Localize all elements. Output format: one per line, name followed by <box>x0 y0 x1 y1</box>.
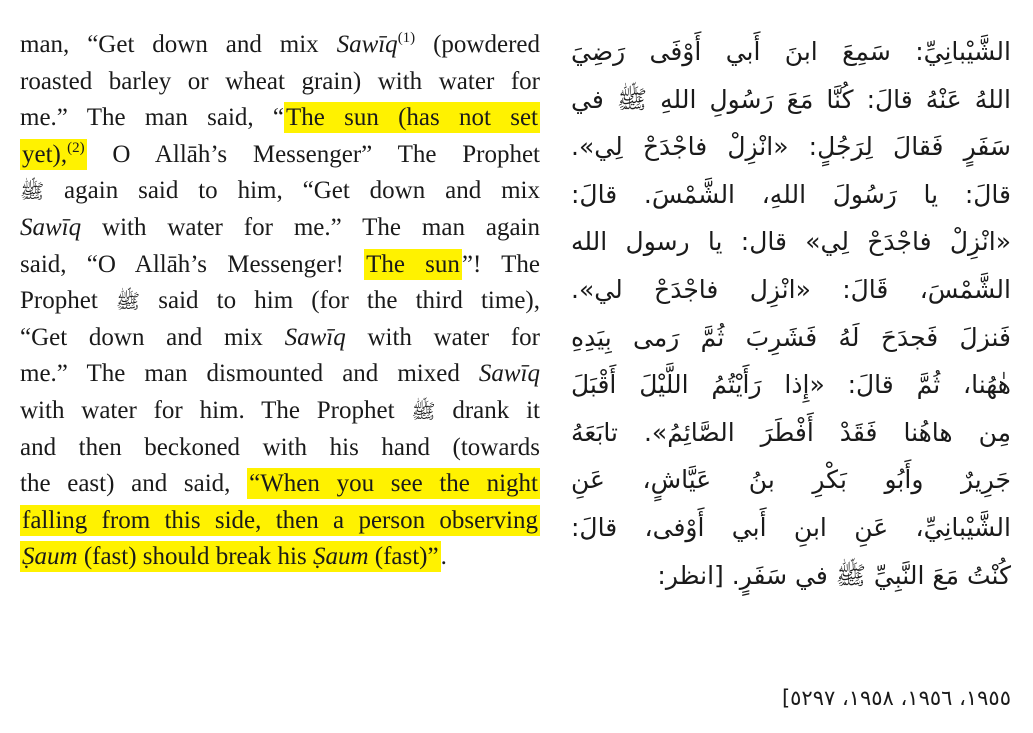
highlighted-text <box>20 541 441 572</box>
arabic-line: «انْزِلْ فاجْدَحْ لِي» قال: يا رسول الله <box>571 227 1011 257</box>
text-line <box>20 503 540 540</box>
text-line <box>20 539 540 576</box>
salutation-symbol: ﷺ <box>115 289 141 314</box>
arabic-line: مِن هاهُنا فَقَدْ أَفْطَرَ الصَّائِمُ». تابَعَهُ <box>571 417 1011 447</box>
transliterated-term: Sawīq <box>336 31 398 58</box>
text: drank it <box>435 396 540 424</box>
arabic-line: كُنْتُ مَعَ النَّبِيِّ ﷺ في سَفَرٍ. [انظر: <box>657 560 1011 590</box>
text: Prophet <box>20 287 116 315</box>
text-line <box>20 356 540 393</box>
text-line <box>20 466 540 503</box>
arabic-line: اللهُ عَنْهُ قالَ: كُنَّا مَعَ رَسُولِ اللهِ ﷺ في <box>571 84 1011 114</box>
highlighted-text: The sun (has not set <box>286 104 538 132</box>
arabic-line: الشَّيْبانِيِّ، عَنِ ابنِ أَبي أَوْفى، قالَ: <box>571 512 1011 542</box>
arabic-line: فَنزلَ فَجدَحَ لَهُ فَشَرِبَ ثُمَّ رَمى بِيَدِهِ <box>571 322 1011 352</box>
text: said, “O Allāh’s Messenger! <box>20 250 365 278</box>
text: me.” The man said, “ <box>20 104 284 132</box>
arabic-line: هٰهُنا، ثُمَّ قالَ: «إِذا رَأَيْتُمُ اللَّيْلَ أَقْبَلَ <box>571 370 1011 400</box>
transliterated-term: Ṣaum <box>312 543 369 571</box>
text: man, “Get down and mix <box>20 31 337 58</box>
text: again said to him, “Get down and mix <box>44 177 540 205</box>
text-line <box>20 100 540 137</box>
transliterated-term: Sawīq <box>284 323 346 351</box>
arabic-line: سَفَرٍ فَقالَ لِرَجُلٍ: «انْزِلْ فاجْدَحْ لِي». <box>571 132 1011 162</box>
text: with water for him. The Prophet <box>20 396 412 424</box>
text-line <box>20 320 540 357</box>
text: with water for me.” The man again <box>81 213 540 241</box>
arabic-text <box>571 28 1011 599</box>
arabic-line: جَرِيرٌ وأَبُو بَكْرِ بنُ عَيَّاشٍ، عَنِ <box>571 465 1011 495</box>
text-line <box>20 283 540 320</box>
text-line <box>20 210 540 247</box>
text: “Get down and mix <box>20 323 285 351</box>
text-line <box>20 137 540 174</box>
transliterated-term: Sawīq <box>478 360 540 388</box>
text: yet), <box>22 140 68 168</box>
text-line <box>20 173 540 210</box>
arabic-line: الشَّمْسَ، قَالَ: «انْزِل فاجْدَحْ لي». <box>571 274 1011 304</box>
text: O Allāh’s Messenger” The Prophet <box>86 140 540 168</box>
text: ”! The <box>461 250 540 278</box>
text: the east) and said, <box>20 470 248 498</box>
text: said to him (for the third time), <box>140 287 540 315</box>
text: (fast) should break his <box>77 543 313 571</box>
english-translation <box>20 27 540 576</box>
salutation-symbol: ﷺ <box>411 398 436 423</box>
text: with water for <box>345 323 540 351</box>
text: (fast)” <box>368 543 439 571</box>
text-line <box>20 27 540 64</box>
arabic-line: قالَ: يا رَسُولَ اللهِ، الشَّمْسَ. قالَ: <box>571 179 1011 209</box>
text: . <box>440 543 447 571</box>
text: me.” The man dismounted and mixed <box>20 360 479 388</box>
footnote-marker[interactable]: (1) <box>397 30 416 46</box>
arabic-line: الشَّيْبانِيِّ: سَمِعَ ابنَ أَبي أَوْفَى رَضِيَ <box>571 37 1011 66</box>
salutation-symbol: ﷺ <box>20 179 45 204</box>
text-line <box>20 393 540 430</box>
text-line: roasted barley or wheat grain) with water for <box>20 67 540 95</box>
text: (powdered <box>415 31 540 58</box>
highlighted-text: “When you see the night <box>249 470 538 498</box>
highlighted-text: falling from this side, then a person observing <box>22 506 538 534</box>
transliterated-term: Sawīq <box>20 213 82 241</box>
text-line <box>20 247 540 284</box>
text-line: and then beckoned with his hand (towards <box>20 433 540 461</box>
hadith-cross-reference: ١٩٥٥، ١٩٥٦، ١٩٥٨، ٥٢٩٧] <box>781 686 1011 710</box>
highlighted-text <box>20 139 87 170</box>
highlighted-text: The sun <box>366 250 460 278</box>
transliterated-term: Ṣaum <box>22 543 78 571</box>
footnote-marker[interactable]: (2) <box>67 139 85 156</box>
